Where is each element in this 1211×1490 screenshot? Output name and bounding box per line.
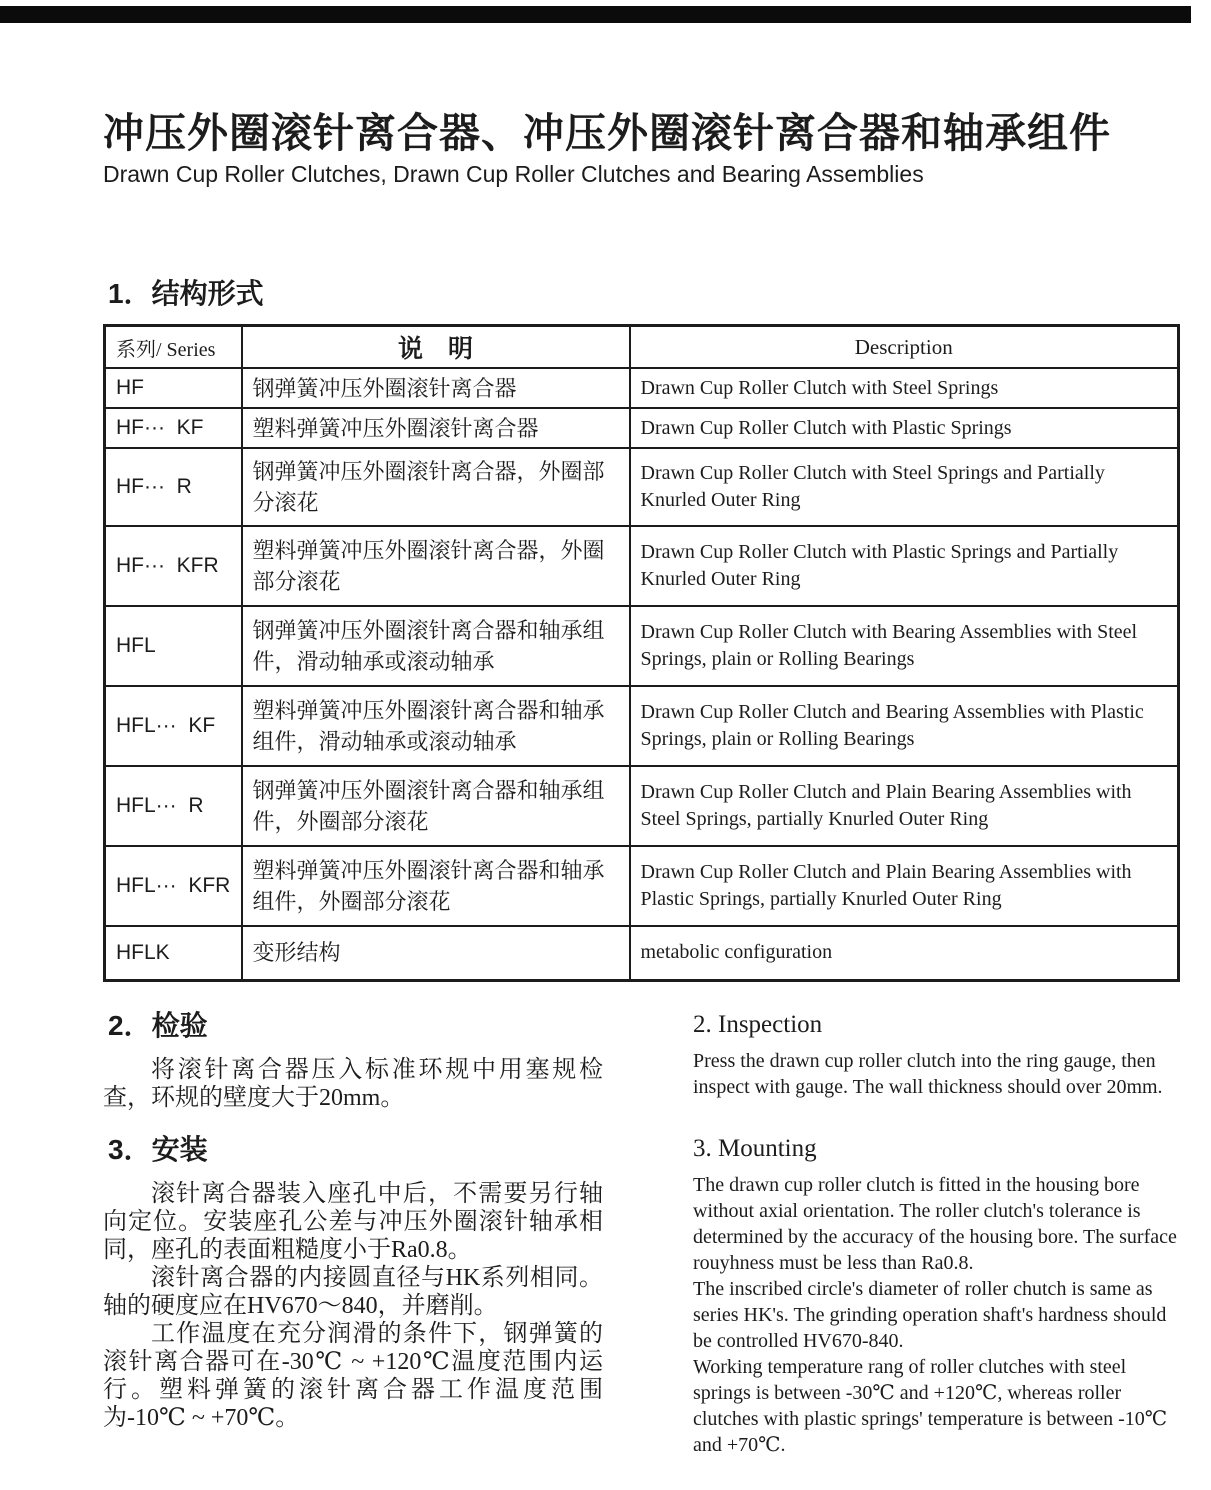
page-content: [103, 0, 1177, 1458]
section3-heading-en: 3. Mounting: [693, 1134, 817, 1162]
description-en-cell: Drawn Cup Roller Clutch and Plain Bearing Assemblies with Plastic Springs, partially Knurled Outer Ring: [630, 846, 1179, 926]
table-row: [105, 686, 1179, 766]
description-cn-cell: 塑料弹簧冲压外圈滚针离合器: [242, 408, 630, 448]
section3-paragraph-en: The inscribed circle's diameter of roller chutch is same as series HK's. The grinding operation shaft's hardness should be controlled HV670-840.: [693, 1277, 1167, 1352]
series-cell: HF··· R: [105, 448, 242, 526]
section2-body-cn: 将滚针离合器压入标准环规中用塞规检查，环规的壁度大于20mm。: [103, 1056, 603, 1111]
description-cn-cell: 变形结构: [242, 926, 630, 980]
section2-body-en: Press the drawn cup roller clutch into the ring gauge, then inspect with gauge. The wall thickness should over 20mm.: [693, 1049, 1163, 1098]
section3: [103, 1134, 1177, 1458]
description-en-cell: Drawn Cup Roller Clutch and Bearing Assemblies with Plastic Springs, plain or Rolling Bearings: [630, 686, 1179, 766]
section3-heading-cn: 3．安装: [108, 1133, 208, 1165]
description-en-cell: Drawn Cup Roller Clutch and Plain Bearing Assemblies with Steel Springs, partially Knurled Outer Ring: [630, 766, 1179, 846]
section2-chinese-column: [103, 1010, 603, 1112]
section2-english-column: [693, 1010, 1177, 1112]
description-en-cell: Drawn Cup Roller Clutch with Plastic Springs: [630, 408, 1179, 448]
section1-heading: 1．结构形式: [108, 278, 264, 309]
table-row: [105, 526, 1179, 606]
description-cn-cell: 钢弹簧冲压外圈滚针离合器和轴承组件，外圈部分滚花: [242, 766, 630, 846]
section3-paragraph-en: The drawn cup roller clutch is fitted in the housing bore without axial orientation. The roller clutch's tolerance is determined by the accuracy of the housing bore. The surface rouyhness must be less than Ra0.8.: [693, 1173, 1177, 1274]
table-row: [105, 926, 1179, 980]
table-row: [105, 606, 1179, 686]
table-header-row: [105, 326, 1179, 369]
section2-heading-en: 2. Inspection: [693, 1010, 823, 1038]
description-en-cell: Drawn Cup Roller Clutch with Steel Springs and Partially Knurled Outer Ring: [630, 448, 1179, 526]
series-cell: HF··· KFR: [105, 526, 242, 606]
description-en-cell: metabolic configuration: [630, 926, 1179, 980]
series-cell: HF: [105, 368, 242, 408]
section2-heading-cn: 2．检验: [108, 1009, 208, 1041]
description-cn-cell: 塑料弹簧冲压外圈滚针离合器和轴承组件，外圈部分滚花: [242, 846, 630, 926]
column-header-series: 系列/ Series: [105, 326, 242, 369]
section3-english-column: [693, 1134, 1177, 1458]
section2: [103, 1010, 1177, 1112]
section3-paragraph-cn: 工作温度在充分润滑的条件下，钢弹簧的滚针离合器可在-30℃ ~ +120℃温度范围内运行。塑料弹簧的滚针离合器工作温度范围为-10℃ ~ +70℃。: [103, 1320, 603, 1431]
series-cell: HFL··· R: [105, 766, 242, 846]
table-row: [105, 846, 1179, 926]
structure-table: [103, 324, 1180, 982]
series-cell: HFL: [105, 606, 242, 686]
table-row: [105, 408, 1179, 448]
section3-paragraph-cn: 滚针离合器装入座孔中后，不需要另行轴向定位。安装座孔公差与冲压外圈滚针轴承相同，座孔的表面粗糙度小于Ra0.8。: [103, 1180, 603, 1263]
series-cell: HFL··· KFR: [105, 846, 242, 926]
column-header-description-cn: 说 明: [242, 326, 630, 369]
description-en-cell: Drawn Cup Roller Clutch with Steel Springs: [630, 368, 1179, 408]
series-cell: HFL··· KF: [105, 686, 242, 766]
section3-chinese-column: [103, 1134, 603, 1458]
table-row: [105, 448, 1179, 526]
page-title-english: Drawn Cup Roller Clutches, Drawn Cup Roller Clutches and Bearing Assemblies: [103, 161, 924, 187]
table-row: [105, 368, 1179, 408]
description-en-cell: Drawn Cup Roller Clutch with Plastic Springs and Partially Knurled Outer Ring: [630, 526, 1179, 606]
page-title-chinese: 冲压外圈滚针离合器、冲压外圈滚针离合器和轴承组件: [103, 110, 1111, 156]
description-cn-cell: 钢弹簧冲压外圈滚针离合器，外圈部分滚花: [242, 448, 630, 526]
description-cn-cell: 塑料弹簧冲压外圈滚针离合器和轴承组件，滑动轴承或滚动轴承: [242, 686, 630, 766]
table-row: [105, 766, 1179, 846]
section3-paragraph-cn: 滚针离合器的内接圆直径与HK系列相同。轴的硬度应在HV670～840，并磨削。: [103, 1264, 603, 1319]
description-cn-cell: 钢弹簧冲压外圈滚针离合器和轴承组件，滑动轴承或滚动轴承: [242, 606, 630, 686]
column-header-description-en: Description: [630, 326, 1179, 369]
series-cell: HFLK: [105, 926, 242, 980]
series-cell: HF··· KF: [105, 408, 242, 448]
description-en-cell: Drawn Cup Roller Clutch with Bearing Assemblies with Steel Springs, plain or Rolling Bearings: [630, 606, 1179, 686]
section3-paragraph-en: Working temperature rang of roller clutches with steel springs is between -30℃ and +120℃, whereas roller clutches with plastic springs' temperature is between -10℃ and +70℃.: [693, 1355, 1168, 1456]
description-cn-cell: 塑料弹簧冲压外圈滚针离合器，外圈部分滚花: [242, 526, 630, 606]
description-cn-cell: 钢弹簧冲压外圈滚针离合器: [242, 368, 630, 408]
